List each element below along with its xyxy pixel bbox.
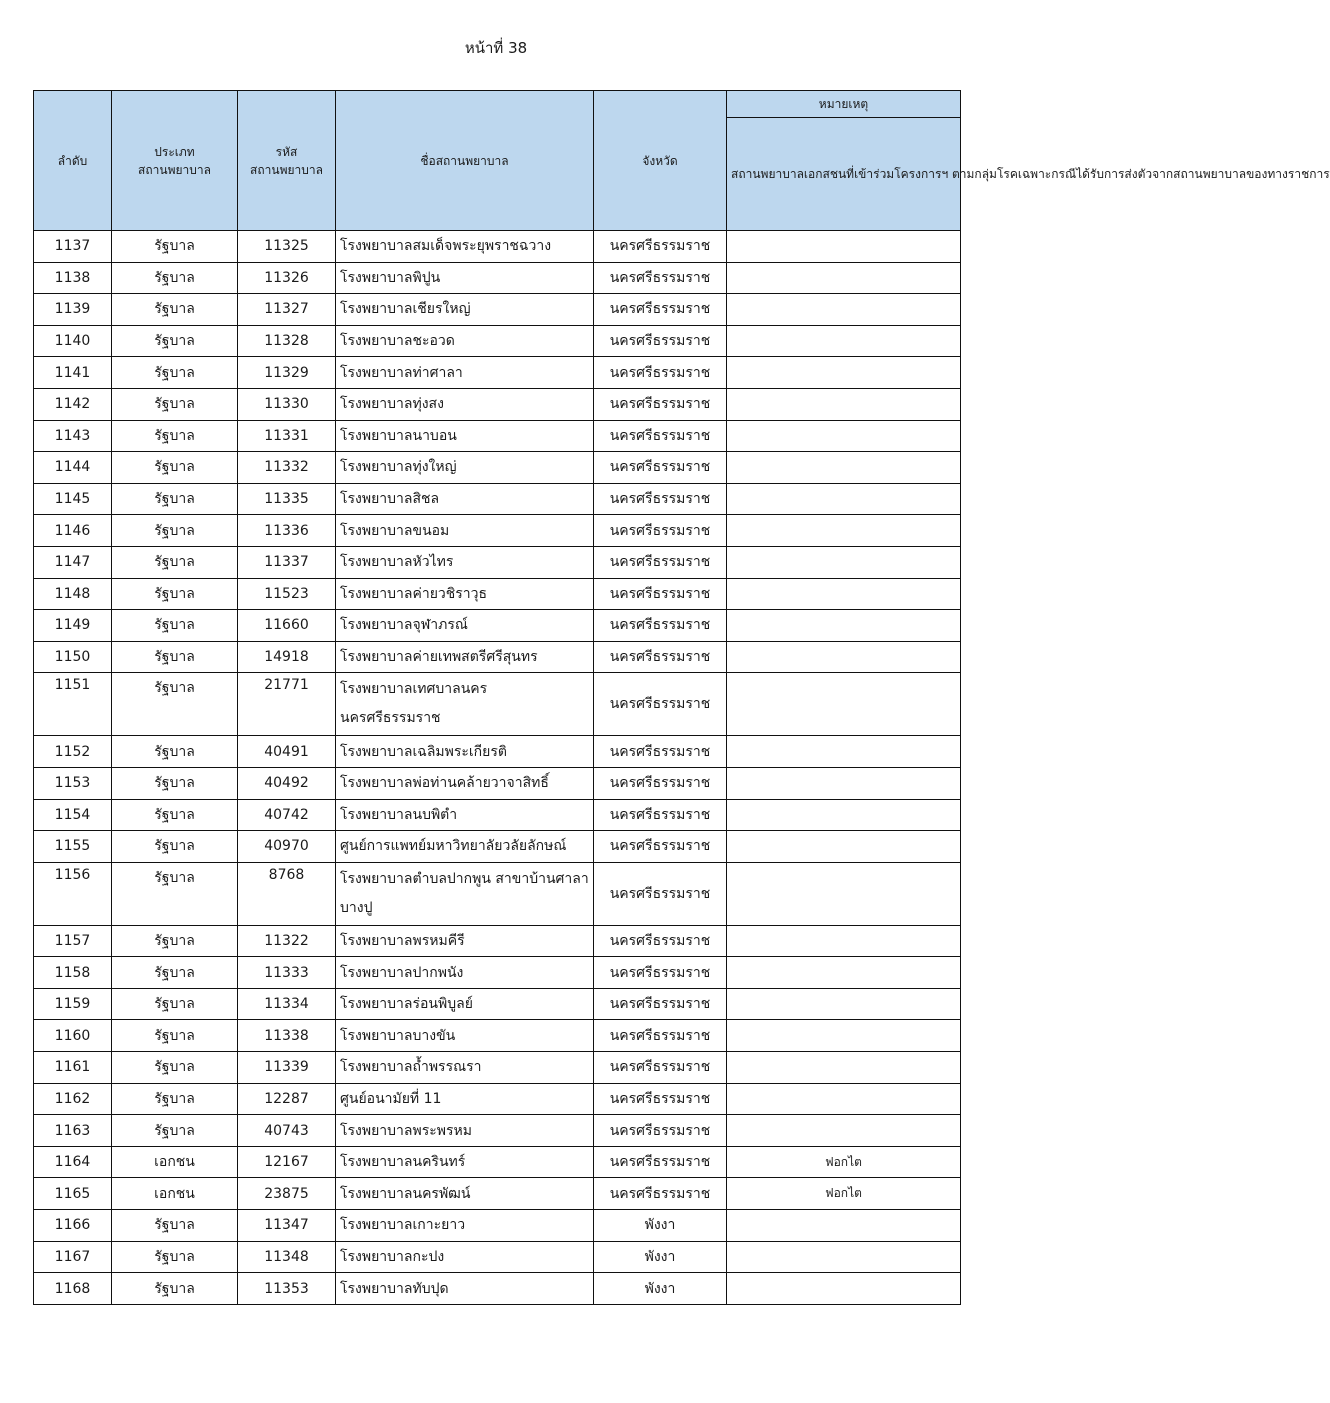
cell-remark	[727, 1020, 961, 1052]
cell-remark	[727, 862, 961, 925]
table-row	[34, 546, 961, 578]
table-row	[34, 578, 961, 610]
cell-name: โรงพยาบาลพระพรหม	[336, 1115, 594, 1147]
cell-order: 1156	[34, 862, 112, 925]
cell-province: นครศรีธรรมราช	[594, 831, 727, 863]
cell-type: รัฐบาล	[112, 1020, 238, 1052]
header-name: ชื่อสถานพยาบาล	[336, 91, 594, 231]
cell-type: รัฐบาล	[112, 673, 238, 736]
cell-code: 11347	[238, 1210, 336, 1242]
table-row	[34, 1083, 961, 1115]
cell-remark	[727, 1241, 961, 1273]
cell-name: โรงพยาบาลเกาะยาว	[336, 1210, 594, 1242]
cell-remark	[727, 231, 961, 263]
cell-type: รัฐบาล	[112, 1273, 238, 1305]
cell-order: 1138	[34, 262, 112, 294]
cell-name: โรงพยาบาลเฉลิมพระเกียรติ	[336, 736, 594, 768]
cell-code: 11337	[238, 546, 336, 578]
cell-province: นครศรีธรรมราช	[594, 325, 727, 357]
cell-order: 1163	[34, 1115, 112, 1147]
table-row	[34, 1178, 961, 1210]
cell-order: 1142	[34, 388, 112, 420]
cell-code: 11339	[238, 1052, 336, 1084]
cell-code: 40742	[238, 799, 336, 831]
cell-name: โรงพยาบาลปากพนัง	[336, 957, 594, 989]
cell-type: เอกชน	[112, 1178, 238, 1210]
cell-remark	[727, 1210, 961, 1242]
cell-province: นครศรีธรรมราช	[594, 957, 727, 989]
cell-order: 1143	[34, 420, 112, 452]
cell-remark	[727, 1083, 961, 1115]
cell-code: 40743	[238, 1115, 336, 1147]
table-row	[34, 515, 961, 547]
cell-code: 12287	[238, 1083, 336, 1115]
cell-name: โรงพยาบาลนาบอน	[336, 420, 594, 452]
table-row	[34, 420, 961, 452]
cell-remark	[727, 988, 961, 1020]
cell-order: 1146	[34, 515, 112, 547]
cell-order: 1162	[34, 1083, 112, 1115]
cell-order: 1151	[34, 673, 112, 736]
cell-remark: ฟอกไต	[727, 1178, 961, 1210]
table-row	[34, 1146, 961, 1178]
cell-remark	[727, 388, 961, 420]
cell-type: รัฐบาล	[112, 578, 238, 610]
cell-code: 40492	[238, 767, 336, 799]
cell-province: นครศรีธรรมราช	[594, 641, 727, 673]
cell-order: 1168	[34, 1273, 112, 1305]
table-row	[34, 357, 961, 389]
cell-type: รัฐบาล	[112, 862, 238, 925]
cell-remark: ฟอกไต	[727, 1146, 961, 1178]
cell-remark	[727, 294, 961, 326]
table-row	[34, 767, 961, 799]
cell-name: โรงพยาบาลนครินทร์	[336, 1146, 594, 1178]
cell-type: รัฐบาล	[112, 515, 238, 547]
table-row	[34, 610, 961, 642]
cell-order: 1150	[34, 641, 112, 673]
cell-order: 1157	[34, 925, 112, 957]
cell-name: โรงพยาบาลตำบลปากพูน สาขาบ้านศาลาบางปู	[336, 862, 594, 925]
cell-code: 11338	[238, 1020, 336, 1052]
cell-type: รัฐบาล	[112, 420, 238, 452]
cell-province: นครศรีธรรมราช	[594, 231, 727, 263]
cell-type: รัฐบาล	[112, 925, 238, 957]
cell-type: รัฐบาล	[112, 641, 238, 673]
header-code-text: รหัส สถานพยาบาล	[250, 144, 323, 177]
header-remark: สถานพยาบาลเอกสชนที่เข้าร่วมโครงการฯ ตามกลุ่มโรคเฉพาะกรณีได้รับการส่งตัวจากสถานพยาบาลของทางราชการ	[727, 118, 961, 231]
cell-code: 11328	[238, 325, 336, 357]
cell-name: โรงพยาบาลเชียรใหญ่	[336, 294, 594, 326]
cell-type: รัฐบาล	[112, 799, 238, 831]
cell-remark	[727, 515, 961, 547]
table-row	[34, 1210, 961, 1242]
cell-type: รัฐบาล	[112, 1241, 238, 1273]
table-row	[34, 925, 961, 957]
cell-order: 1160	[34, 1020, 112, 1052]
cell-type: รัฐบาล	[112, 546, 238, 578]
cell-code: 11660	[238, 610, 336, 642]
table-body	[34, 231, 961, 1305]
cell-order: 1137	[34, 231, 112, 263]
cell-code: 14918	[238, 641, 336, 673]
cell-remark	[727, 546, 961, 578]
cell-remark	[727, 610, 961, 642]
cell-remark	[727, 578, 961, 610]
table-row	[34, 799, 961, 831]
cell-province: นครศรีธรรมราช	[594, 483, 727, 515]
cell-province: นครศรีธรรมราช	[594, 1052, 727, 1084]
cell-type: รัฐบาล	[112, 262, 238, 294]
cell-remark	[727, 1052, 961, 1084]
cell-province: พังงา	[594, 1273, 727, 1305]
cell-name: โรงพยาบาลนครพัฒน์	[336, 1178, 594, 1210]
cell-province: นครศรีธรรมราช	[594, 546, 727, 578]
cell-name: โรงพยาบาลหัวไทร	[336, 546, 594, 578]
cell-remark	[727, 673, 961, 736]
cell-code: 23875	[238, 1178, 336, 1210]
table-header	[34, 91, 1330, 231]
cell-order: 1159	[34, 988, 112, 1020]
cell-code: 11322	[238, 925, 336, 957]
cell-province: นครศรีธรรมราช	[594, 262, 727, 294]
cell-order: 1161	[34, 1052, 112, 1084]
cell-remark	[727, 325, 961, 357]
cell-code: 21771	[238, 673, 336, 736]
cell-province: นครศรีธรรมราช	[594, 420, 727, 452]
cell-order: 1147	[34, 546, 112, 578]
cell-order: 1165	[34, 1178, 112, 1210]
cell-type: เอกชน	[112, 1146, 238, 1178]
cell-remark	[727, 357, 961, 389]
table-row	[34, 388, 961, 420]
table-row	[34, 452, 961, 484]
cell-province: นครศรีธรรมราช	[594, 515, 727, 547]
table-row	[34, 736, 961, 768]
cell-code: 11325	[238, 231, 336, 263]
cell-name: โรงพยาบาลค่ายเทพสตรีศรีสุนทร	[336, 641, 594, 673]
cell-order: 1153	[34, 767, 112, 799]
cell-province: นครศรีธรรมราช	[594, 925, 727, 957]
cell-name: โรงพยาบาลสิชล	[336, 483, 594, 515]
cell-code: 11523	[238, 578, 336, 610]
cell-order: 1152	[34, 736, 112, 768]
cell-remark	[727, 957, 961, 989]
cell-type: รัฐบาล	[112, 1083, 238, 1115]
cell-type: รัฐบาล	[112, 1115, 238, 1147]
header-type-text: ประเภท สถานพยาบาล	[138, 144, 211, 177]
cell-province: นครศรีธรรมราช	[594, 736, 727, 768]
cell-type: รัฐบาล	[112, 1052, 238, 1084]
cell-remark	[727, 483, 961, 515]
cell-code: 40970	[238, 831, 336, 863]
cell-remark	[727, 641, 961, 673]
page-header: หน้าที่ 38	[464, 39, 528, 57]
cell-name: โรงพยาบาลทุ่งใหญ่	[336, 452, 594, 484]
table-row	[34, 862, 961, 925]
cell-code: 11336	[238, 515, 336, 547]
cell-province: นครศรีธรรมราช	[594, 799, 727, 831]
table-row	[34, 483, 961, 515]
cell-order: 1144	[34, 452, 112, 484]
cell-type: รัฐบาล	[112, 736, 238, 768]
cell-order: 1158	[34, 957, 112, 989]
cell-remark	[727, 831, 961, 863]
cell-code: 11330	[238, 388, 336, 420]
cell-province: นครศรีธรรมราช	[594, 357, 727, 389]
cell-province: นครศรีธรรมราช	[594, 1020, 727, 1052]
cell-province: นครศรีธรรมราช	[594, 1115, 727, 1147]
cell-province: นครศรีธรรมราช	[594, 578, 727, 610]
header-code	[238, 91, 336, 231]
header-type	[112, 91, 238, 231]
table-row	[34, 641, 961, 673]
cell-type: รัฐบาล	[112, 483, 238, 515]
cell-province: นครศรีธรรมราช	[594, 452, 727, 484]
cell-order: 1139	[34, 294, 112, 326]
table-row	[34, 957, 961, 989]
cell-type: รัฐบาล	[112, 357, 238, 389]
cell-order: 1141	[34, 357, 112, 389]
cell-type: รัฐบาล	[112, 388, 238, 420]
cell-type: รัฐบาล	[112, 988, 238, 1020]
cell-type: รัฐบาล	[112, 831, 238, 863]
cell-name: โรงพยาบาลบางขัน	[336, 1020, 594, 1052]
hospital-table	[33, 90, 1330, 1305]
table-row	[34, 1241, 961, 1273]
header-province: จังหวัด	[594, 91, 727, 231]
cell-province: นครศรีธรรมราช	[594, 988, 727, 1020]
table-row	[34, 1115, 961, 1147]
table-row	[34, 294, 961, 326]
cell-code: 11353	[238, 1273, 336, 1305]
cell-name: โรงพยาบาลพิปูน	[336, 262, 594, 294]
cell-type: รัฐบาล	[112, 452, 238, 484]
cell-name: โรงพยาบาลทุ่งสง	[336, 388, 594, 420]
cell-code: 11334	[238, 988, 336, 1020]
cell-code: 11326	[238, 262, 336, 294]
cell-type: รัฐบาล	[112, 610, 238, 642]
cell-remark	[727, 736, 961, 768]
cell-name: โรงพยาบาลทับปุด	[336, 1273, 594, 1305]
cell-name: โรงพยาบาลถ้ำพรรณรา	[336, 1052, 594, 1084]
cell-type: รัฐบาล	[112, 767, 238, 799]
table-row	[34, 831, 961, 863]
cell-name: โรงพยาบาลสมเด็จพระยุพราชฉวาง	[336, 231, 594, 263]
cell-remark	[727, 925, 961, 957]
cell-order: 1164	[34, 1146, 112, 1178]
cell-province: นครศรีธรรมราช	[594, 294, 727, 326]
cell-name: ศูนย์การแพทย์มหาวิทยาลัยวลัยลักษณ์	[336, 831, 594, 863]
cell-province: พังงา	[594, 1241, 727, 1273]
cell-province: นครศรีธรรมราช	[594, 388, 727, 420]
cell-name: โรงพยาบาลร่อนพิบูลย์	[336, 988, 594, 1020]
header-order: ลำดับ	[34, 91, 112, 231]
cell-code: 8768	[238, 862, 336, 925]
cell-name: โรงพยาบาลค่ายวชิราวุธ	[336, 578, 594, 610]
cell-code: 11327	[238, 294, 336, 326]
cell-name: โรงพยาบาลพรหมคีรี	[336, 925, 594, 957]
cell-name: โรงพยาบาลท่าศาลา	[336, 357, 594, 389]
cell-type: รัฐบาล	[112, 231, 238, 263]
cell-order: 1166	[34, 1210, 112, 1242]
cell-province: พังงา	[594, 1210, 727, 1242]
cell-name: โรงพยาบาลขนอม	[336, 515, 594, 547]
cell-name: ศูนย์อนามัยที่ 11	[336, 1083, 594, 1115]
table-row	[34, 1273, 961, 1305]
cell-type: รัฐบาล	[112, 1210, 238, 1242]
cell-code: 11332	[238, 452, 336, 484]
cell-name: โรงพยาบาลชะอวด	[336, 325, 594, 357]
cell-remark	[727, 262, 961, 294]
table-row	[34, 325, 961, 357]
cell-order: 1155	[34, 831, 112, 863]
cell-name: โรงพยาบาลกะปง	[336, 1241, 594, 1273]
cell-code: 11331	[238, 420, 336, 452]
cell-code: 11335	[238, 483, 336, 515]
cell-name: โรงพยาบาลเทศบาลนคร นครศรีธรรมราช	[336, 673, 594, 736]
table-row	[34, 1052, 961, 1084]
cell-order: 1145	[34, 483, 112, 515]
cell-name: โรงพยาบาลพ่อท่านคล้ายวาจาสิทธิ์	[336, 767, 594, 799]
cell-remark	[727, 452, 961, 484]
header-remark-group: หมายเหตุ	[727, 91, 961, 118]
cell-order: 1148	[34, 578, 112, 610]
cell-type: รัฐบาล	[112, 294, 238, 326]
cell-remark	[727, 799, 961, 831]
cell-remark	[727, 1115, 961, 1147]
cell-code: 11348	[238, 1241, 336, 1273]
cell-province: นครศรีธรรมราช	[594, 673, 727, 736]
cell-order: 1140	[34, 325, 112, 357]
cell-remark	[727, 420, 961, 452]
cell-province: นครศรีธรรมราช	[594, 610, 727, 642]
cell-type: รัฐบาล	[112, 957, 238, 989]
cell-order: 1149	[34, 610, 112, 642]
cell-code: 12167	[238, 1146, 336, 1178]
cell-code: 11333	[238, 957, 336, 989]
cell-type: รัฐบาล	[112, 325, 238, 357]
cell-province: นครศรีธรรมราช	[594, 862, 727, 925]
table-row	[34, 231, 961, 263]
cell-province: นครศรีธรรมราช	[594, 1178, 727, 1210]
table-row	[34, 673, 961, 736]
table-row	[34, 988, 961, 1020]
table-row	[34, 262, 961, 294]
cell-code: 11329	[238, 357, 336, 389]
cell-order: 1167	[34, 1241, 112, 1273]
cell-province: นครศรีธรรมราช	[594, 1146, 727, 1178]
cell-name: โรงพยาบาลจุฬาภรณ์	[336, 610, 594, 642]
table-row	[34, 1020, 961, 1052]
cell-remark	[727, 1273, 961, 1305]
cell-province: นครศรีธรรมราช	[594, 767, 727, 799]
cell-remark	[727, 767, 961, 799]
cell-province: นครศรีธรรมราช	[594, 1083, 727, 1115]
cell-code: 40491	[238, 736, 336, 768]
cell-name: โรงพยาบาลนบพิตำ	[336, 799, 594, 831]
cell-order: 1154	[34, 799, 112, 831]
